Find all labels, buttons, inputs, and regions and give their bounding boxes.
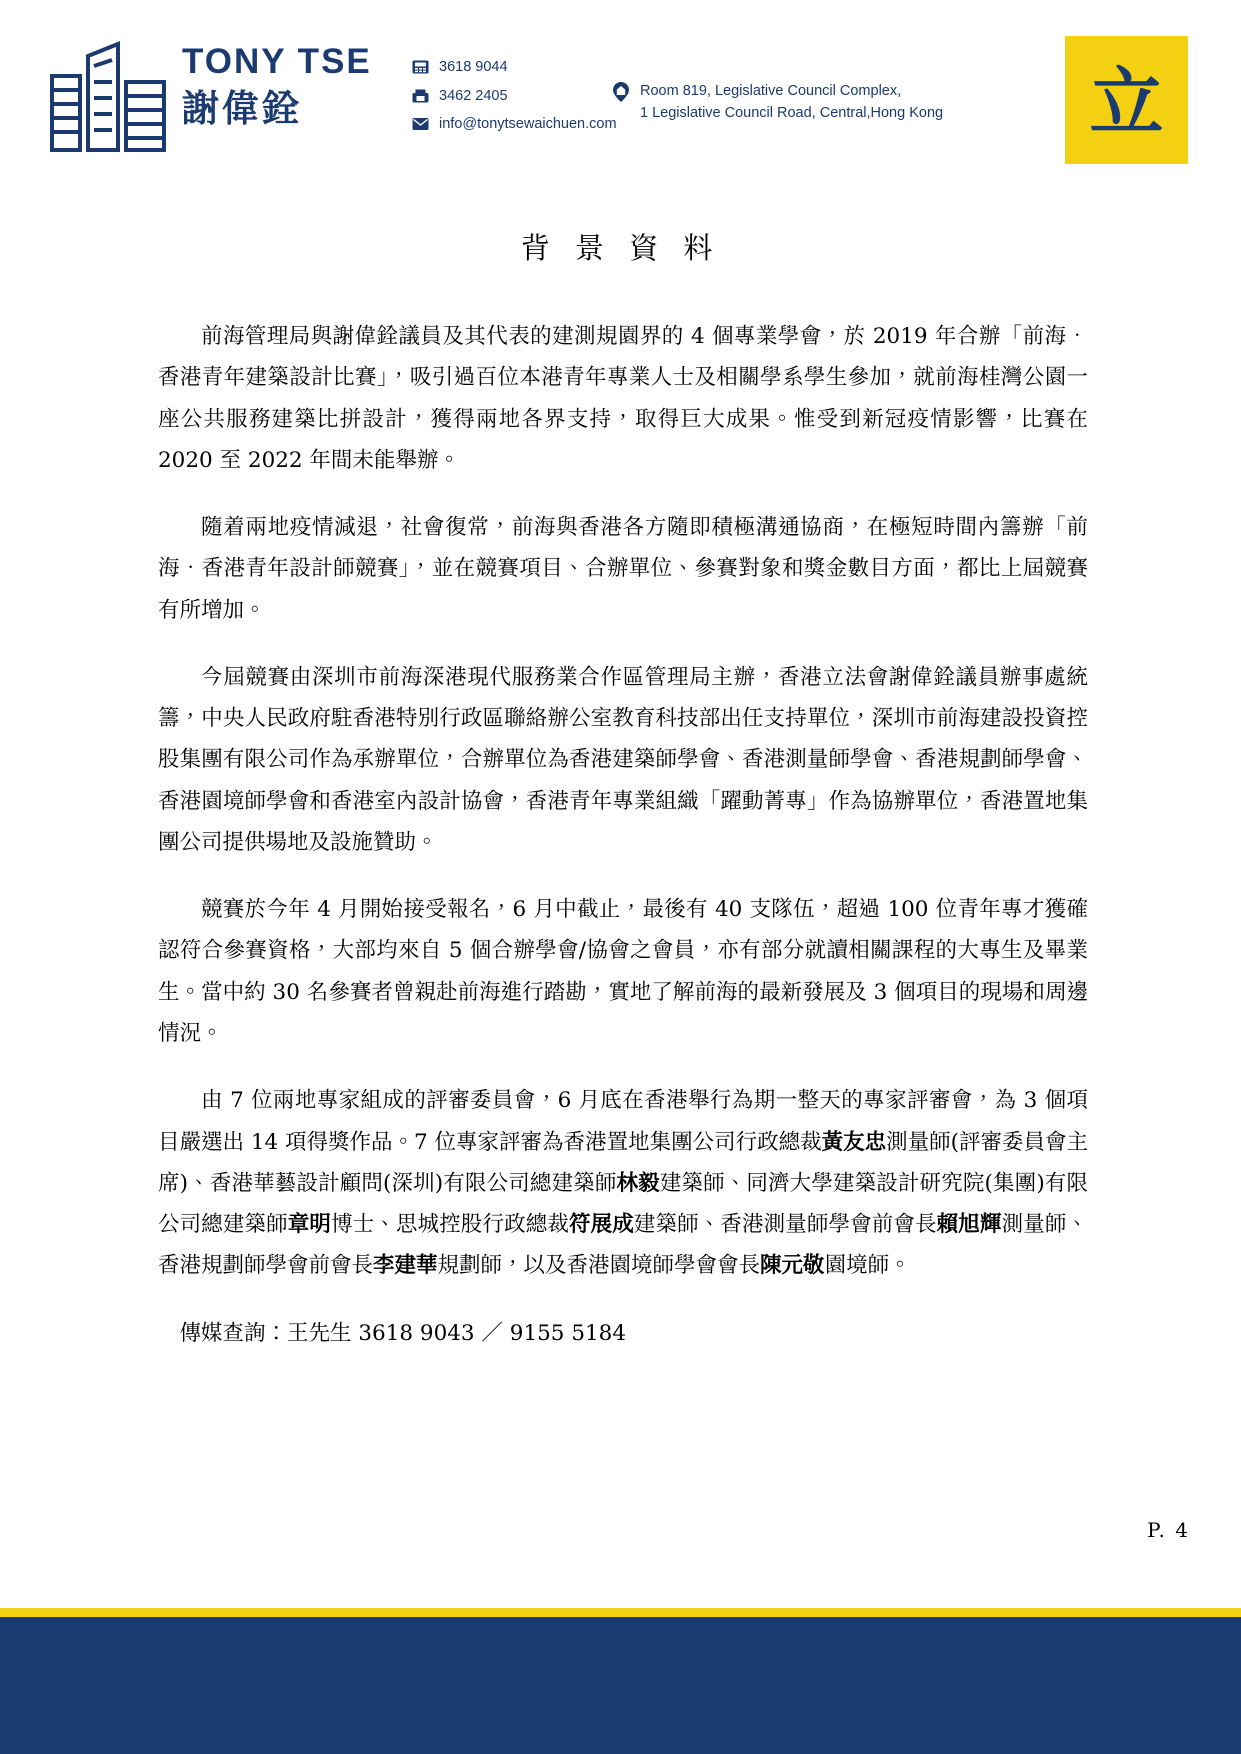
text-run: 前海管理局與謝偉銓議員及其代表的建測規園界的 4 個專業學會，於 2019 年合辦「前海‧香港青年建築設計比賽」，吸引過百位本港青年專業人士及相關學系學生參加，就前海桂灣公園一座公共服務建築比拼設計，獲得兩地各界支持，取得巨大成果。惟受到新冠疫情影響，比賽在 2020 至 2022 年間未能舉辦。 bbox=[158, 324, 1088, 473]
text-run: 博士、思城控股行政總裁 bbox=[331, 1212, 569, 1238]
phone-number: 3618 9044 bbox=[439, 59, 508, 75]
building-logo-icon bbox=[48, 36, 168, 154]
text-run: 傳媒查詢：王先生 3618 9043 ／ 9155 5184 bbox=[179, 1320, 627, 1346]
office-name-zh: 謝偉銓 bbox=[182, 86, 302, 130]
text-run: 測量師、香港規劃師學會前會長 bbox=[158, 1212, 1088, 1279]
address-line-1: Room 819, Legislative Council Complex, bbox=[640, 83, 902, 99]
paragraph bbox=[158, 1313, 1088, 1354]
text-run: 建築師、香港測量師學會前會長 bbox=[633, 1212, 937, 1238]
contact-block bbox=[412, 60, 617, 146]
contact-phone bbox=[412, 60, 617, 75]
text-run: 建築師、同濟大學建築設計研究院(集團)有限公司總建築師 bbox=[158, 1170, 1088, 1238]
address-line-2: 1 Legislative Council Road, Central,Hong Kong bbox=[640, 105, 944, 122]
contact-fax bbox=[412, 89, 617, 104]
contact-email bbox=[412, 117, 617, 132]
legco-emblem-icon bbox=[1065, 36, 1188, 164]
emphasised-name: 符展成 bbox=[568, 1212, 634, 1238]
emphasised-name: 賴旭輝 bbox=[936, 1212, 1002, 1238]
text-run: 隨着兩地疫情減退，社會復常，前海與香港各方隨即積極溝通協商，在極短時間內籌辦「前海‧香港青年設計師競賽」，並在競賽項目、合辦單位、參賽對象和獎金數目方面，都比上屆競賽有所增加。 bbox=[158, 515, 1088, 623]
office-name bbox=[182, 44, 392, 131]
text-run: 由 7 位兩地專家組成的評審委員會，6 月底在香港舉行為期一整天的專家評審會，為 3 個項目嚴選出 14 項得獎作品。7 位專家評審為香港置地集團公司行政總裁 bbox=[158, 1088, 1088, 1155]
phone-icon bbox=[412, 60, 429, 74]
emphasised-name: 林毅 bbox=[616, 1170, 660, 1196]
email-address: info@tonytsewaichuen.com bbox=[439, 116, 617, 132]
footer-accent-bar bbox=[0, 1608, 1241, 1617]
page-title: 背 景 資 料 bbox=[520, 231, 721, 265]
text-run: 規劃師，以及香港園境師學會會長 bbox=[437, 1253, 761, 1279]
office-name-en: TONY TSE bbox=[182, 42, 372, 81]
letterhead bbox=[0, 22, 1241, 172]
page-number: P. 4 bbox=[1147, 1518, 1190, 1542]
emphasised-name: 陳元敬 bbox=[760, 1253, 825, 1279]
document-body bbox=[158, 316, 1088, 1354]
location-pin-icon bbox=[613, 82, 629, 102]
emphasised-name: 章明 bbox=[287, 1212, 332, 1238]
text-run: 競賽於今年 4 月開始接受報名，6 月中截止，最後有 40 支隊伍，超過 100 位青年專才獲確認符合參賽資格，大部均來自 5 個合辦學會/協會之會員，亦有部分就讀相關課程的大專生及畢業生。當中約 30 名參賽者曾親赴前海進行踏勘，實地了解前海的最新發展及 3 個項目的現場和周邊情況。 bbox=[158, 897, 1088, 1046]
emphasised-name: 黃友忠 bbox=[821, 1129, 887, 1155]
footer-bar bbox=[0, 1617, 1241, 1754]
text-run: 測量師(評審委員會主席)、香港華藝設計顧問(深圳)有限公司總建築師 bbox=[158, 1129, 1088, 1196]
text-run: 今屆競賽由深圳市前海深港現代服務業合作區管理局主辦，香港立法會謝偉銓議員辦事處統籌，中央人民政府駐香港特別行政區聯絡辦公室教育科技部出任支持單位，深圳市前海建設投資控股集團有限公司作為承辦單位，合辦單位為香港建築師學會、香港測量師學會、香港規劃師學會、香港園境師學會和香港室內設計協會，香港青年專業組織「躍動菁專」作為協辦單位，香港置地集團公司提供場地及設施贊助。 bbox=[158, 664, 1088, 855]
paragraph bbox=[158, 316, 1088, 481]
paragraph bbox=[158, 657, 1088, 863]
emphasised-name: 李建華 bbox=[373, 1253, 438, 1279]
mail-icon bbox=[412, 117, 429, 131]
legco-emblem-glyph: 立 bbox=[1089, 60, 1164, 146]
fax-icon bbox=[412, 89, 429, 103]
fax-number: 3462 2405 bbox=[439, 87, 508, 104]
text-run: 園境師。 bbox=[824, 1253, 911, 1279]
paragraph bbox=[158, 1080, 1088, 1286]
paragraph bbox=[158, 889, 1088, 1054]
paragraph bbox=[158, 507, 1088, 631]
office-address bbox=[640, 80, 1000, 125]
